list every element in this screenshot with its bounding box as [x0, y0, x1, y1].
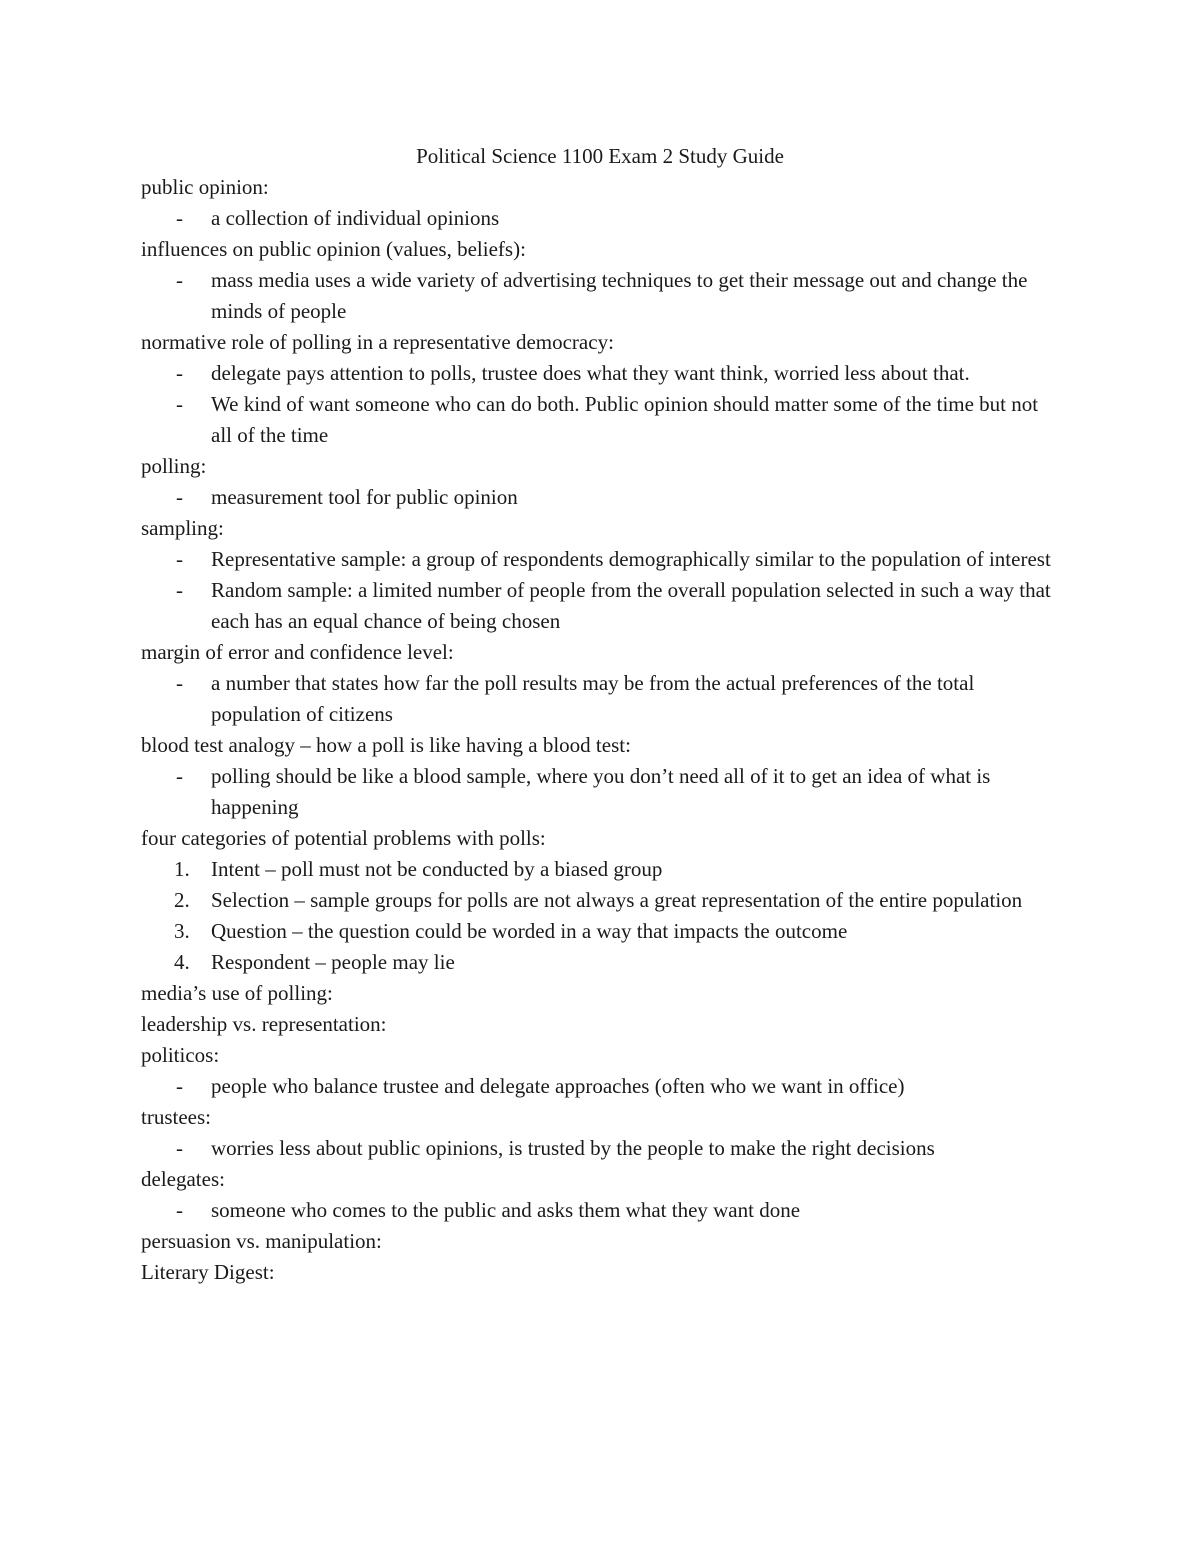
- list-item: [141, 544, 1061, 575]
- study-guide-section: [141, 513, 1061, 637]
- study-guide-section: [141, 451, 1061, 513]
- numbered-list: [141, 854, 1061, 978]
- list-item-text: delegate pays attention to polls, trustee does what they want think, worried less about that.: [211, 361, 970, 385]
- section-heading: four categories of potential problems with polls:: [141, 826, 546, 850]
- list-item-text: Selection – sample groups for polls are not always a great representation of the entire population: [211, 888, 1023, 912]
- bullet-list: [141, 358, 1061, 451]
- document-body: [141, 172, 1061, 1288]
- section-heading: influences on public opinion (values, beliefs):: [141, 237, 526, 261]
- list-dash: -: [176, 1074, 183, 1098]
- list-item-text: Random sample: a limited number of people from the overall population selected in such a way that each has an equal chance of being chosen: [211, 578, 1051, 633]
- bullet-list: [141, 1071, 1061, 1102]
- list-dash: -: [176, 547, 183, 571]
- list-item-text: Representative sample: a group of respondents demographically similar to the population of interest: [211, 547, 1051, 571]
- section-heading: normative role of polling in a representative democracy:: [141, 330, 614, 354]
- list-dash: -: [176, 485, 183, 509]
- study-guide-section: [141, 1009, 1061, 1040]
- list-dash: -: [176, 764, 183, 788]
- section-heading: Literary Digest:: [141, 1260, 275, 1284]
- study-guide-section: [141, 1164, 1061, 1226]
- section-heading: persuasion vs. manipulation:: [141, 1229, 382, 1253]
- bullet-list: [141, 203, 1061, 234]
- bullet-list: [141, 761, 1061, 823]
- study-guide-section: [141, 1102, 1061, 1164]
- list-item-text: a collection of individual opinions: [211, 206, 500, 230]
- study-guide-section: [141, 637, 1061, 730]
- study-guide-section: [141, 1226, 1061, 1257]
- bullet-list: [141, 1133, 1061, 1164]
- list-item: [141, 203, 1061, 234]
- list-item: [141, 761, 1061, 823]
- list-item: [141, 854, 1061, 885]
- list-item-text: measurement tool for public opinion: [211, 485, 518, 509]
- list-item: [141, 1071, 1061, 1102]
- study-guide-section: [141, 172, 1061, 234]
- list-item: [141, 575, 1061, 637]
- list-item: [141, 1133, 1061, 1164]
- list-number: 2.: [174, 888, 190, 912]
- section-heading: polling:: [141, 454, 207, 478]
- list-item-text: a number that states how far the poll results may be from the actual preferences of the total population of citizens: [211, 671, 975, 726]
- list-item-text: worries less about public opinions, is trusted by the people to make the right decisions: [211, 1136, 935, 1160]
- study-guide-section: [141, 978, 1061, 1009]
- bullet-list: [141, 1195, 1061, 1226]
- bullet-list: [141, 668, 1061, 730]
- list-dash: -: [176, 206, 183, 230]
- list-item-text: polling should be like a blood sample, where you don’t need all of it to get an idea of what is happening: [211, 764, 991, 819]
- section-heading: public opinion:: [141, 175, 269, 199]
- list-item: [141, 482, 1061, 513]
- list-dash: -: [176, 1198, 183, 1222]
- list-dash: -: [176, 671, 183, 695]
- list-item-text: Question – the question could be worded in a way that impacts the outcome: [211, 919, 848, 943]
- list-item: [141, 1195, 1061, 1226]
- list-item: [141, 389, 1061, 451]
- list-dash: -: [176, 392, 183, 416]
- section-heading: sampling:: [141, 516, 224, 540]
- section-heading: politicos:: [141, 1043, 220, 1067]
- list-number: 1.: [174, 857, 190, 881]
- bullet-list: [141, 265, 1061, 327]
- section-heading: margin of error and confidence level:: [141, 640, 454, 664]
- list-item-text: Intent – poll must not be conducted by a biased group: [211, 857, 663, 881]
- list-dash: -: [176, 578, 183, 602]
- bullet-list: [141, 482, 1061, 513]
- list-item: [141, 358, 1061, 389]
- study-guide-section: [141, 327, 1061, 451]
- study-guide-section: [141, 823, 1061, 978]
- list-dash: -: [176, 1136, 183, 1160]
- document-title: Political Science 1100 Exam 2 Study Guide: [416, 144, 784, 168]
- study-guide-section: [141, 730, 1061, 823]
- section-heading: leadership vs. representation:: [141, 1012, 387, 1036]
- section-heading: blood test analogy – how a poll is like having a blood test:: [141, 733, 631, 757]
- list-number: 4.: [174, 950, 190, 974]
- list-item-text: someone who comes to the public and asks them what they want done: [211, 1198, 801, 1222]
- list-dash: -: [176, 268, 183, 292]
- study-guide-section: [141, 1040, 1061, 1102]
- list-item: [141, 668, 1061, 730]
- section-heading: delegates:: [141, 1167, 225, 1191]
- bullet-list: [141, 544, 1061, 637]
- section-heading: media’s use of polling:: [141, 981, 333, 1005]
- study-guide-section: [141, 234, 1061, 327]
- list-item: [141, 947, 1061, 978]
- list-number: 3.: [174, 919, 190, 943]
- section-heading: trustees:: [141, 1105, 211, 1129]
- list-item: [141, 265, 1061, 327]
- list-item-text: Respondent – people may lie: [211, 950, 455, 974]
- list-item-text: We kind of want someone who can do both. Public opinion should matter some of the time but not all of the time: [211, 392, 1039, 447]
- list-dash: -: [176, 361, 183, 385]
- study-guide-section: [141, 1257, 1061, 1288]
- list-item-text: people who balance trustee and delegate approaches (often who we want in office): [211, 1074, 905, 1098]
- list-item: [141, 916, 1061, 947]
- list-item-text: mass media uses a wide variety of advertising techniques to get their message out and change the minds of people: [211, 268, 1028, 323]
- list-item: [141, 885, 1061, 916]
